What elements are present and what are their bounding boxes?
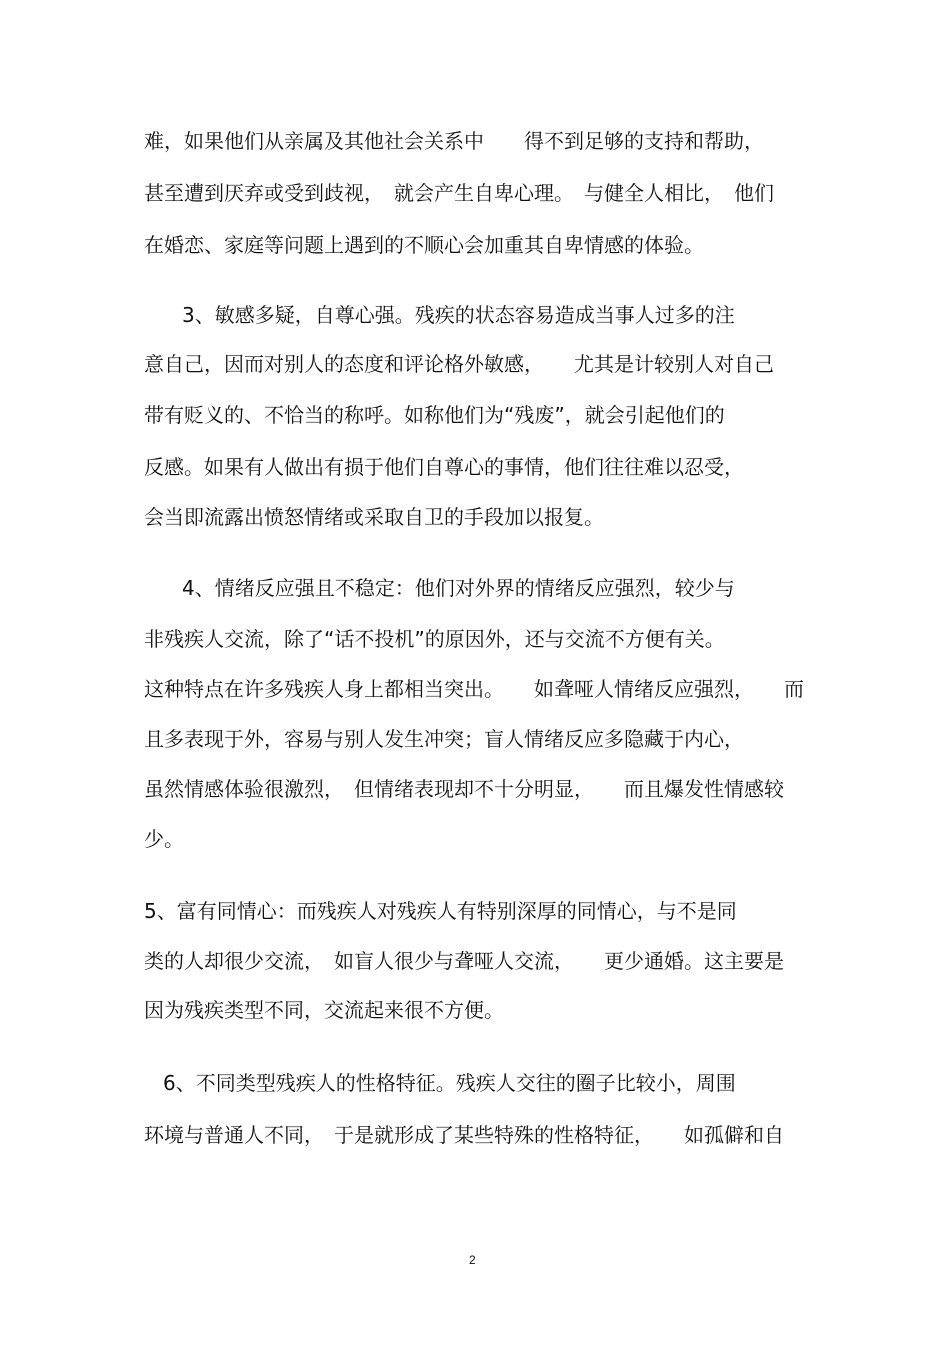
text-line: 环境与普通人不同， 于是就形成了某些特殊的性格特征， 如孤僻和自 bbox=[144, 1123, 784, 1147]
text-line: 带有贬义的、不恰当的称呼。如称他们为“残废”，就会引起他们的 bbox=[144, 403, 725, 427]
text-line: 6、不同类型残疾人的性格特征。残疾人交往的圈子比较小，周围 bbox=[163, 1071, 736, 1095]
text-line: 5、富有同情心：而残疾人对残疾人有特别深厚的同情心，与不是同 bbox=[144, 899, 737, 923]
text-line: 甚至遭到厌弃或受到歧视， 就会产生自卑心理。 与健全人相比， 他们 bbox=[144, 181, 774, 205]
text-line: 非残疾人交流，除了“话不投机”的原因外，还与交流不方便有关。 bbox=[144, 627, 725, 651]
text-line: 且多表现于外，容易与别人发生冲突；盲人情绪反应多隐藏于内心， bbox=[144, 727, 744, 751]
text-line: 3、敏感多疑，自尊心强。残疾的状态容易造成当事人过多的注 bbox=[182, 303, 735, 327]
text-line: 意自己，因而对别人的态度和评论格外敏感， 尤其是计较别人对自己 bbox=[144, 352, 774, 376]
text-line: 类的人却很少交流， 如盲人很少与聋哑人交流， 更少通婚。这主要是 bbox=[144, 949, 784, 973]
text-line: 难，如果他们从亲属及其他社会关系中 得不到足够的支持和帮助， bbox=[144, 129, 764, 153]
text-line: 会当即流露出愤怒情绪或采取自卫的手段加以报复。 bbox=[144, 505, 604, 529]
text-line: 4、情绪反应强且不稳定：他们对外界的情绪反应强烈，较少与 bbox=[182, 576, 735, 600]
text-line: 少。 bbox=[144, 827, 184, 851]
text-line: 反感。如果有人做出有损于他们自尊心的事情，他们往往难以忍受， bbox=[144, 455, 744, 479]
page-number: 2 bbox=[469, 1253, 476, 1267]
text-line: 在婚恋、家庭等问题上遇到的不顺心会加重其自卑情感的体验。 bbox=[144, 233, 704, 257]
text-line: 这种特点在许多残疾人身上都相当突出。 如聋哑人情绪反应强烈， 而 bbox=[144, 677, 804, 701]
text-line: 因为残疾类型不同，交流起来很不方便。 bbox=[144, 998, 504, 1022]
text-line: 虽然情感体验很激烈， 但情绪表现却不十分明显， 而且爆发性情感较 bbox=[144, 777, 784, 801]
